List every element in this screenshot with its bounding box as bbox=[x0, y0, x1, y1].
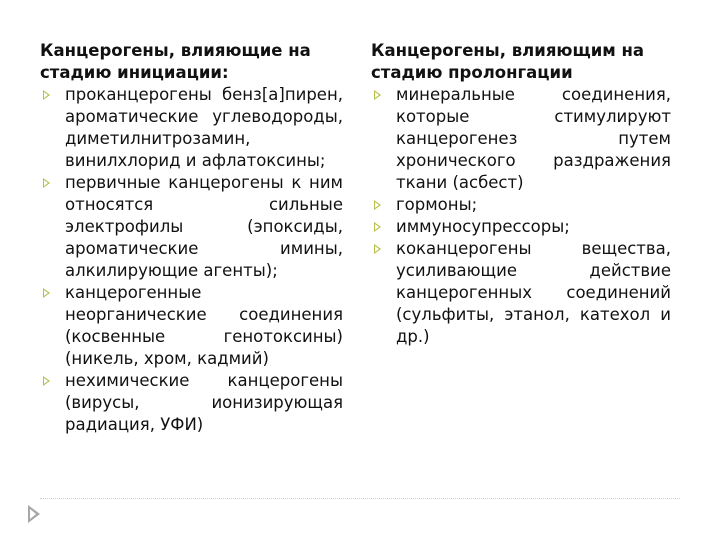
list-item-text: иммуносупрессоры; bbox=[396, 217, 570, 236]
list-item bbox=[40, 84, 343, 172]
left-column bbox=[40, 40, 343, 436]
triangle-bullet-icon bbox=[43, 288, 50, 298]
triangle-bullet-icon bbox=[374, 90, 381, 100]
list-item-text: минеральные соединения, которые стимулируют канцерогенез путем хронического раздражения ткани (асбест) bbox=[396, 85, 671, 192]
list-item bbox=[371, 194, 671, 216]
slide-nav-arrow-icon[interactable] bbox=[28, 505, 40, 523]
list-item-text: первичные канцерогены к ним относятся сильные электрофилы (эпоксиды, ароматические имины, алкилирующие агенты); bbox=[65, 173, 343, 280]
list-item-text: гормоны; bbox=[396, 195, 478, 214]
triangle-bullet-icon bbox=[43, 376, 50, 386]
triangle-bullet-icon bbox=[374, 244, 381, 254]
list-item-text: коканцерогены вещества, усиливающие действие канцерогенных соединений (сульфиты, этанол, катехол и др.) bbox=[396, 239, 671, 346]
left-list bbox=[40, 84, 343, 436]
right-heading: Канцерогены, влияющим на стадию пролонгации bbox=[371, 41, 645, 82]
list-item bbox=[371, 216, 671, 238]
footer-divider bbox=[40, 498, 680, 499]
right-column bbox=[371, 40, 671, 348]
list-item-text: канцерогенные неорганические соединения (косвенные генотоксины) (никель, хром, кадмий) bbox=[65, 283, 343, 368]
triangle-bullet-icon bbox=[374, 222, 381, 232]
list-item bbox=[371, 238, 671, 348]
right-list bbox=[371, 84, 671, 348]
triangle-bullet-icon bbox=[43, 178, 50, 188]
list-item-text: нехимические канцерогены (вирусы, ионизирующая радиация, УФИ) bbox=[65, 371, 343, 434]
list-item bbox=[40, 172, 343, 282]
triangle-bullet-icon bbox=[374, 200, 381, 210]
list-item-text: проканцерогены бенз[а]пирен, ароматические углеводороды, диметилнитрозамин, винилхлорид и афлатоксины; bbox=[65, 85, 343, 170]
list-item bbox=[371, 84, 671, 194]
left-heading: Канцерогены, влияющие на стадию инициации: bbox=[40, 41, 311, 82]
triangle-bullet-icon bbox=[43, 90, 50, 100]
list-item bbox=[40, 282, 343, 370]
list-item bbox=[40, 370, 343, 436]
